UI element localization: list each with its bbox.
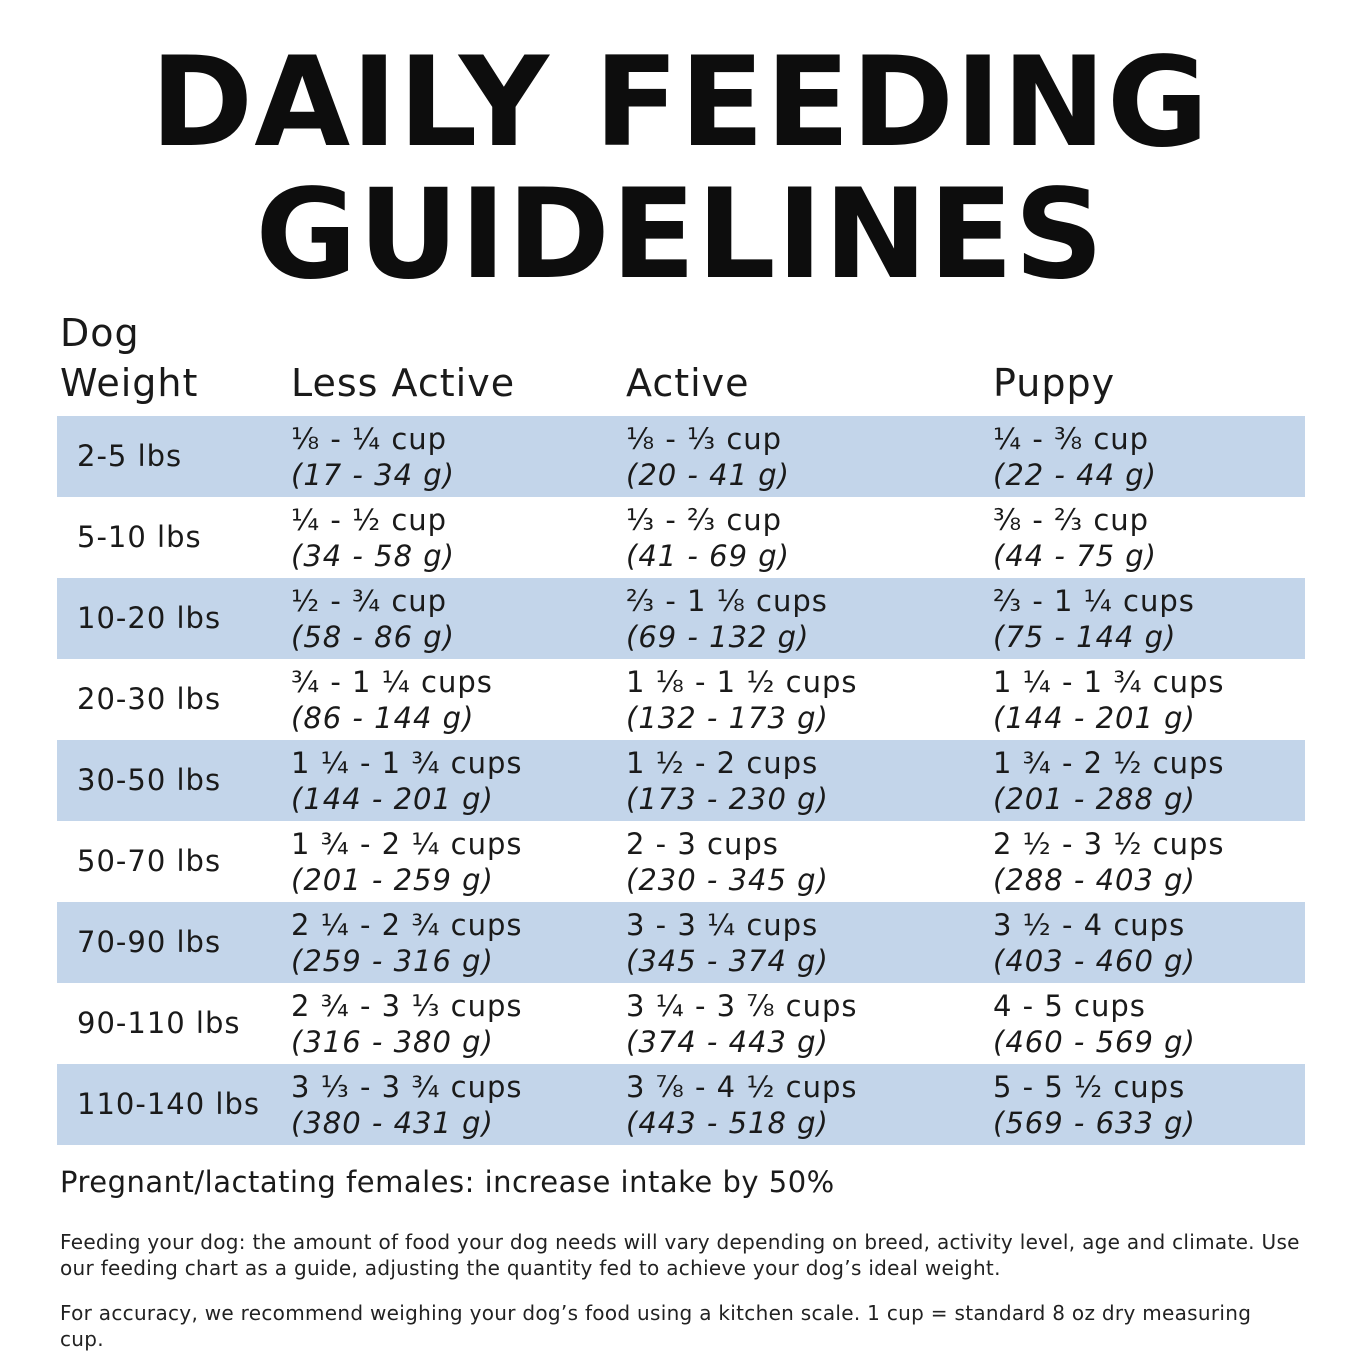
gram-amount: (259 - 316 g) xyxy=(291,944,494,978)
puppy-cell xyxy=(993,740,1225,821)
cup-amount: 3 ¼ - 3 ⅞ cups xyxy=(626,989,858,1023)
column-header-active: Active xyxy=(626,361,750,405)
weight-cell: 5-10 lbs xyxy=(77,520,202,554)
weight-cell: 30-50 lbs xyxy=(77,763,222,797)
gram-amount: (173 - 230 g) xyxy=(626,782,829,816)
cup-amount: 5 - 5 ½ cups xyxy=(993,1070,1186,1104)
weight-cell: 50-70 lbs xyxy=(77,844,222,878)
gram-amount: (230 - 345 g) xyxy=(626,863,829,897)
active-cell xyxy=(626,902,829,983)
gram-amount: (316 - 380 g) xyxy=(291,1025,494,1059)
cup-amount: ¼ - ⅜ cup xyxy=(993,422,1150,456)
active-cell xyxy=(626,1064,858,1145)
table-row xyxy=(57,902,1305,983)
gram-amount: (69 - 132 g) xyxy=(626,620,810,654)
cup-amount: 2 - 3 cups xyxy=(626,827,779,861)
cup-amount: ½ - ¾ cup xyxy=(291,584,448,618)
cup-amount: ⅓ - ⅔ cup xyxy=(626,503,783,537)
cup-amount: 1 ¾ - 2 ½ cups xyxy=(993,746,1225,780)
cup-amount: ⅛ - ⅓ cup xyxy=(626,422,783,456)
active-cell xyxy=(626,659,858,740)
less-active-cell xyxy=(291,983,523,1064)
gram-amount: (20 - 41 g) xyxy=(626,458,790,492)
puppy-cell xyxy=(993,416,1157,497)
cup-amount: 1 ¾ - 2 ¼ cups xyxy=(291,827,523,861)
active-cell xyxy=(626,740,829,821)
gram-amount: (41 - 69 g) xyxy=(626,539,790,573)
column-header-less-active: Less Active xyxy=(291,361,516,405)
gram-amount: (34 - 58 g) xyxy=(291,539,455,573)
less-active-cell xyxy=(291,416,455,497)
table-row xyxy=(57,821,1305,902)
gram-amount: (380 - 431 g) xyxy=(291,1106,494,1140)
cup-amount: 2 ½ - 3 ½ cups xyxy=(993,827,1225,861)
weight-cell: 10-20 lbs xyxy=(77,601,222,635)
table-row xyxy=(57,497,1305,578)
gram-amount: (460 - 569 g) xyxy=(993,1025,1196,1059)
gram-amount: (569 - 633 g) xyxy=(993,1106,1196,1140)
column-header-dog-weight: Dog Weight xyxy=(60,311,199,405)
puppy-cell xyxy=(993,578,1195,659)
less-active-cell xyxy=(291,821,523,902)
active-cell xyxy=(626,578,828,659)
page-title-line-1: DAILY FEEDING xyxy=(150,31,1210,175)
less-active-cell xyxy=(291,902,523,983)
less-active-cell xyxy=(291,740,523,821)
gram-amount: (443 - 518 g) xyxy=(626,1106,829,1140)
active-cell xyxy=(626,416,790,497)
gram-amount: (22 - 44 g) xyxy=(993,458,1157,492)
pregnant-note: Pregnant/lactating females: increase intake by 50% xyxy=(60,1165,835,1199)
less-active-cell xyxy=(291,497,455,578)
gram-amount: (75 - 144 g) xyxy=(993,620,1177,654)
gram-amount: (144 - 201 g) xyxy=(993,701,1196,735)
cup-amount: 1 ⅛ - 1 ½ cups xyxy=(626,665,858,699)
cup-amount: ¼ - ½ cup xyxy=(291,503,448,537)
cup-amount: ¾ - 1 ¼ cups xyxy=(291,665,493,699)
active-cell xyxy=(626,497,790,578)
cup-amount: 3 ⅞ - 4 ½ cups xyxy=(626,1070,858,1104)
gram-amount: (17 - 34 g) xyxy=(291,458,455,492)
cup-amount: 4 - 5 cups xyxy=(993,989,1146,1023)
less-active-cell xyxy=(291,659,493,740)
cup-amount: 1 ¼ - 1 ¾ cups xyxy=(993,665,1225,699)
less-active-cell xyxy=(291,1064,523,1145)
gram-amount: (403 - 460 g) xyxy=(993,944,1196,978)
weight-cell: 110-140 lbs xyxy=(77,1087,260,1121)
cup-amount: 1 ½ - 2 cups xyxy=(626,746,819,780)
table-row xyxy=(57,1064,1305,1145)
active-cell xyxy=(626,821,829,902)
cup-amount: ⅛ - ¼ cup xyxy=(291,422,448,456)
active-cell xyxy=(626,983,858,1064)
cup-amount: 2 ¾ - 3 ⅓ cups xyxy=(291,989,523,1023)
page-title-line-2: GUIDELINES xyxy=(255,163,1105,307)
puppy-cell xyxy=(993,497,1157,578)
puppy-cell xyxy=(993,902,1196,983)
gram-amount: (374 - 443 g) xyxy=(626,1025,829,1059)
gram-amount: (345 - 374 g) xyxy=(626,944,829,978)
feeding-note: Feeding your dog: the amount of food your dog needs will vary depending on breed, activity level, age and climate. Use our feeding chart as a guide, adjusting the quantity fed to achieve your dog’s ideal weight. xyxy=(60,1230,1300,1280)
weight-cell: 70-90 lbs xyxy=(77,925,222,959)
table-row xyxy=(57,740,1305,821)
cup-amount: 2 ¼ - 2 ¾ cups xyxy=(291,908,523,942)
table-row xyxy=(57,416,1305,497)
table-row xyxy=(57,983,1305,1064)
cup-amount: 1 ¼ - 1 ¾ cups xyxy=(291,746,523,780)
weight-cell: 20-30 lbs xyxy=(77,682,222,716)
cup-amount: ⅔ - 1 ⅛ cups xyxy=(626,584,828,618)
gram-amount: (201 - 288 g) xyxy=(993,782,1196,816)
gram-amount: (44 - 75 g) xyxy=(993,539,1157,573)
gram-amount: (201 - 259 g) xyxy=(291,863,494,897)
cup-amount: ⅔ - 1 ¼ cups xyxy=(993,584,1195,618)
gram-amount: (86 - 144 g) xyxy=(291,701,475,735)
table-row xyxy=(57,578,1305,659)
accuracy-note: For accuracy, we recommend weighing your dog’s food using a kitchen scale. 1 cup = standard 8 oz dry measuring cup. xyxy=(60,1301,1252,1351)
puppy-cell xyxy=(993,659,1225,740)
table-row xyxy=(57,659,1305,740)
cup-amount: 3 ½ - 4 cups xyxy=(993,908,1186,942)
weight-cell: 90-110 lbs xyxy=(77,1006,241,1040)
puppy-cell xyxy=(993,1064,1196,1145)
puppy-cell xyxy=(993,821,1225,902)
cup-amount: 3 ⅓ - 3 ¾ cups xyxy=(291,1070,523,1104)
cup-amount: 3 - 3 ¼ cups xyxy=(626,908,819,942)
gram-amount: (132 - 173 g) xyxy=(626,701,829,735)
gram-amount: (144 - 201 g) xyxy=(291,782,494,816)
gram-amount: (58 - 86 g) xyxy=(291,620,455,654)
puppy-cell xyxy=(993,983,1196,1064)
weight-cell: 2-5 lbs xyxy=(77,439,183,473)
cup-amount: ⅜ - ⅔ cup xyxy=(993,503,1150,537)
feeding-table xyxy=(57,416,1305,1145)
column-header-puppy: Puppy xyxy=(993,361,1116,405)
gram-amount: (288 - 403 g) xyxy=(993,863,1196,897)
less-active-cell xyxy=(291,578,455,659)
